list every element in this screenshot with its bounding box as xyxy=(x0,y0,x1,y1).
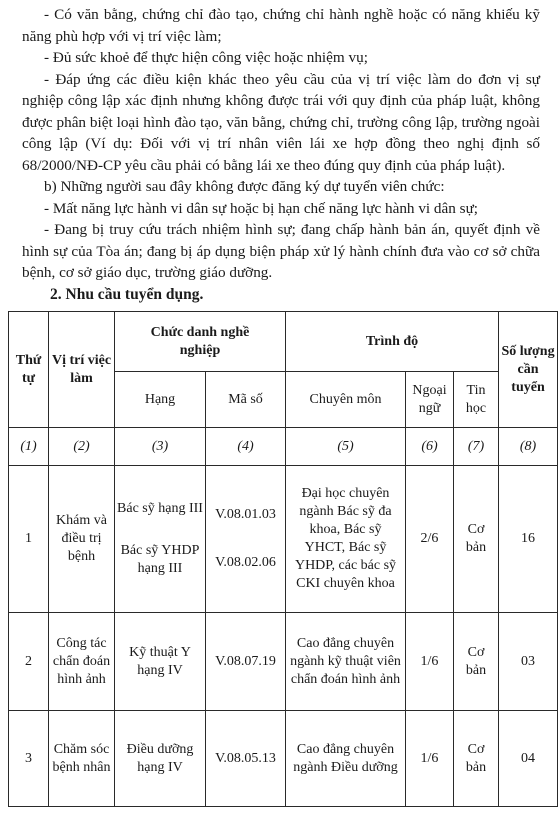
cell-hang: Điều dưỡng hạng IV xyxy=(115,711,206,807)
cell-soluong: 03 xyxy=(499,613,558,711)
header-ngoaingu: Ngoại ngữ xyxy=(406,372,454,428)
index-cell: (2) xyxy=(49,428,115,466)
index-cell: (6) xyxy=(406,428,454,466)
cell-vitri: Chăm sóc bệnh nhân xyxy=(49,711,115,807)
index-cell: (7) xyxy=(454,428,499,466)
cell-soluong: 04 xyxy=(499,711,558,807)
index-cell: (8) xyxy=(499,428,558,466)
header-soluong: Số lượng cần tuyển xyxy=(499,312,558,428)
cell-ngoaingu: 1/6 xyxy=(406,613,454,711)
index-cell: (5) xyxy=(286,428,406,466)
cell-maso xyxy=(206,466,286,613)
header-row xyxy=(9,312,558,372)
cell-chuyenmon: Cao đẳng chuyên ngành Điều dưỡng xyxy=(286,711,406,807)
header-hang: Hạng xyxy=(115,372,206,428)
recruitment-table xyxy=(8,311,558,807)
table-row xyxy=(9,711,558,807)
paragraph: - Mất năng lực hành vi dân sự hoặc bị hạn chế năng lực hành vi dân sự; xyxy=(44,199,479,217)
paragraph: - Có văn bằng, chứng chỉ đào tạo, chứng chỉ hành nghề hoặc có năng khiếu kỹ năng phù hợp với vị trí việc làm; xyxy=(22,6,540,45)
cell-hang: Kỹ thuật Y hạng IV xyxy=(115,613,206,711)
header-vitri: Vị trí việc làm xyxy=(49,312,115,428)
cell-stt: 3 xyxy=(9,711,49,807)
table-row xyxy=(9,466,558,613)
paragraph: b) Những người sau đây không được đăng ký dự tuyển viên chức: xyxy=(44,178,445,195)
maso-item: V.08.02.06 xyxy=(215,555,276,570)
section-title: 2. Nhu cầu tuyển dụng. xyxy=(50,286,204,303)
table-row xyxy=(9,613,558,711)
paragraph: - Đang bị truy cứu trách nhiệm hình sự; đang chấp hành bản án, quyết định về hình sự của Tòa án; đang bị áp dụng biện pháp xử lý hành chính đưa vào cơ sở chữa bệnh, cơ sở giáo dục, trường giáo dưỡng. xyxy=(22,221,540,281)
header-chuyenmon: Chuyên môn xyxy=(286,372,406,428)
index-cell: (1) xyxy=(9,428,49,466)
maso-stack xyxy=(208,506,283,572)
index-cell: (3) xyxy=(115,428,206,466)
cell-hang xyxy=(115,466,206,613)
hang-item: Bác sỹ hạng III xyxy=(117,501,203,516)
header-trinhdo: Trình độ xyxy=(286,312,499,372)
header-tinhoc: Tin học xyxy=(454,372,499,428)
cell-chuyenmon: Đại học chuyên ngành Bác sỹ đa khoa, Bác sỹ YHCT, Bác sỹ YHDP, các bác sỹ CKI chuyên khoa xyxy=(286,466,406,613)
header-chucdanh: Chức danh nghề nghiệp xyxy=(115,312,286,372)
cell-ngoaingu: 2/6 xyxy=(406,466,454,613)
hang-stack xyxy=(117,500,203,578)
cell-tinhoc: Cơ bản xyxy=(454,466,499,613)
index-cell: (4) xyxy=(206,428,286,466)
cell-soluong: 16 xyxy=(499,466,558,613)
hang-item: Bác sỹ YHDP hạng III xyxy=(120,543,200,576)
cell-vitri: Công tác chẩn đoán hình ảnh xyxy=(49,613,115,711)
header-stt: Thứ tự xyxy=(9,312,49,428)
cell-stt: 1 xyxy=(9,466,49,613)
header-maso: Mã số xyxy=(206,372,286,428)
cell-tinhoc: Cơ bản xyxy=(454,613,499,711)
cell-chuyenmon: Cao đẳng chuyên ngành kỹ thuật viên chẩn đoán hình ảnh xyxy=(286,613,406,711)
cell-maso: V.08.05.13 xyxy=(206,711,286,807)
paragraph: - Đủ sức khoẻ để thực hiện công việc hoặc nhiệm vụ; xyxy=(44,49,368,66)
maso-item: V.08.01.03 xyxy=(215,507,276,522)
cell-vitri: Khám và điều trị bệnh xyxy=(49,466,115,613)
cell-ngoaingu: 1/6 xyxy=(406,711,454,807)
paragraph: - Đáp ứng các điều kiện khác theo yêu cầu của vị trí việc làm do đơn vị sự nghiệp công lập xác định nhưng không được trái với quy định của pháp luật, không được phân biệt loại hình đào tạo, văn bằng, chứng chỉ, trường công lập, trường ngoài công lập (Ví dụ: Đối với vị trí nhân viên lái xe hợp đồng theo nghị định số 68/2000/NĐ-CP yêu cầu phải có bằng lái xe theo đúng quy định của pháp luật). xyxy=(22,70,540,174)
body-text xyxy=(22,4,540,284)
cell-stt: 2 xyxy=(9,613,49,711)
cell-tinhoc: Cơ bản xyxy=(454,711,499,807)
cell-maso: V.08.07.19 xyxy=(206,613,286,711)
index-row xyxy=(9,428,558,466)
